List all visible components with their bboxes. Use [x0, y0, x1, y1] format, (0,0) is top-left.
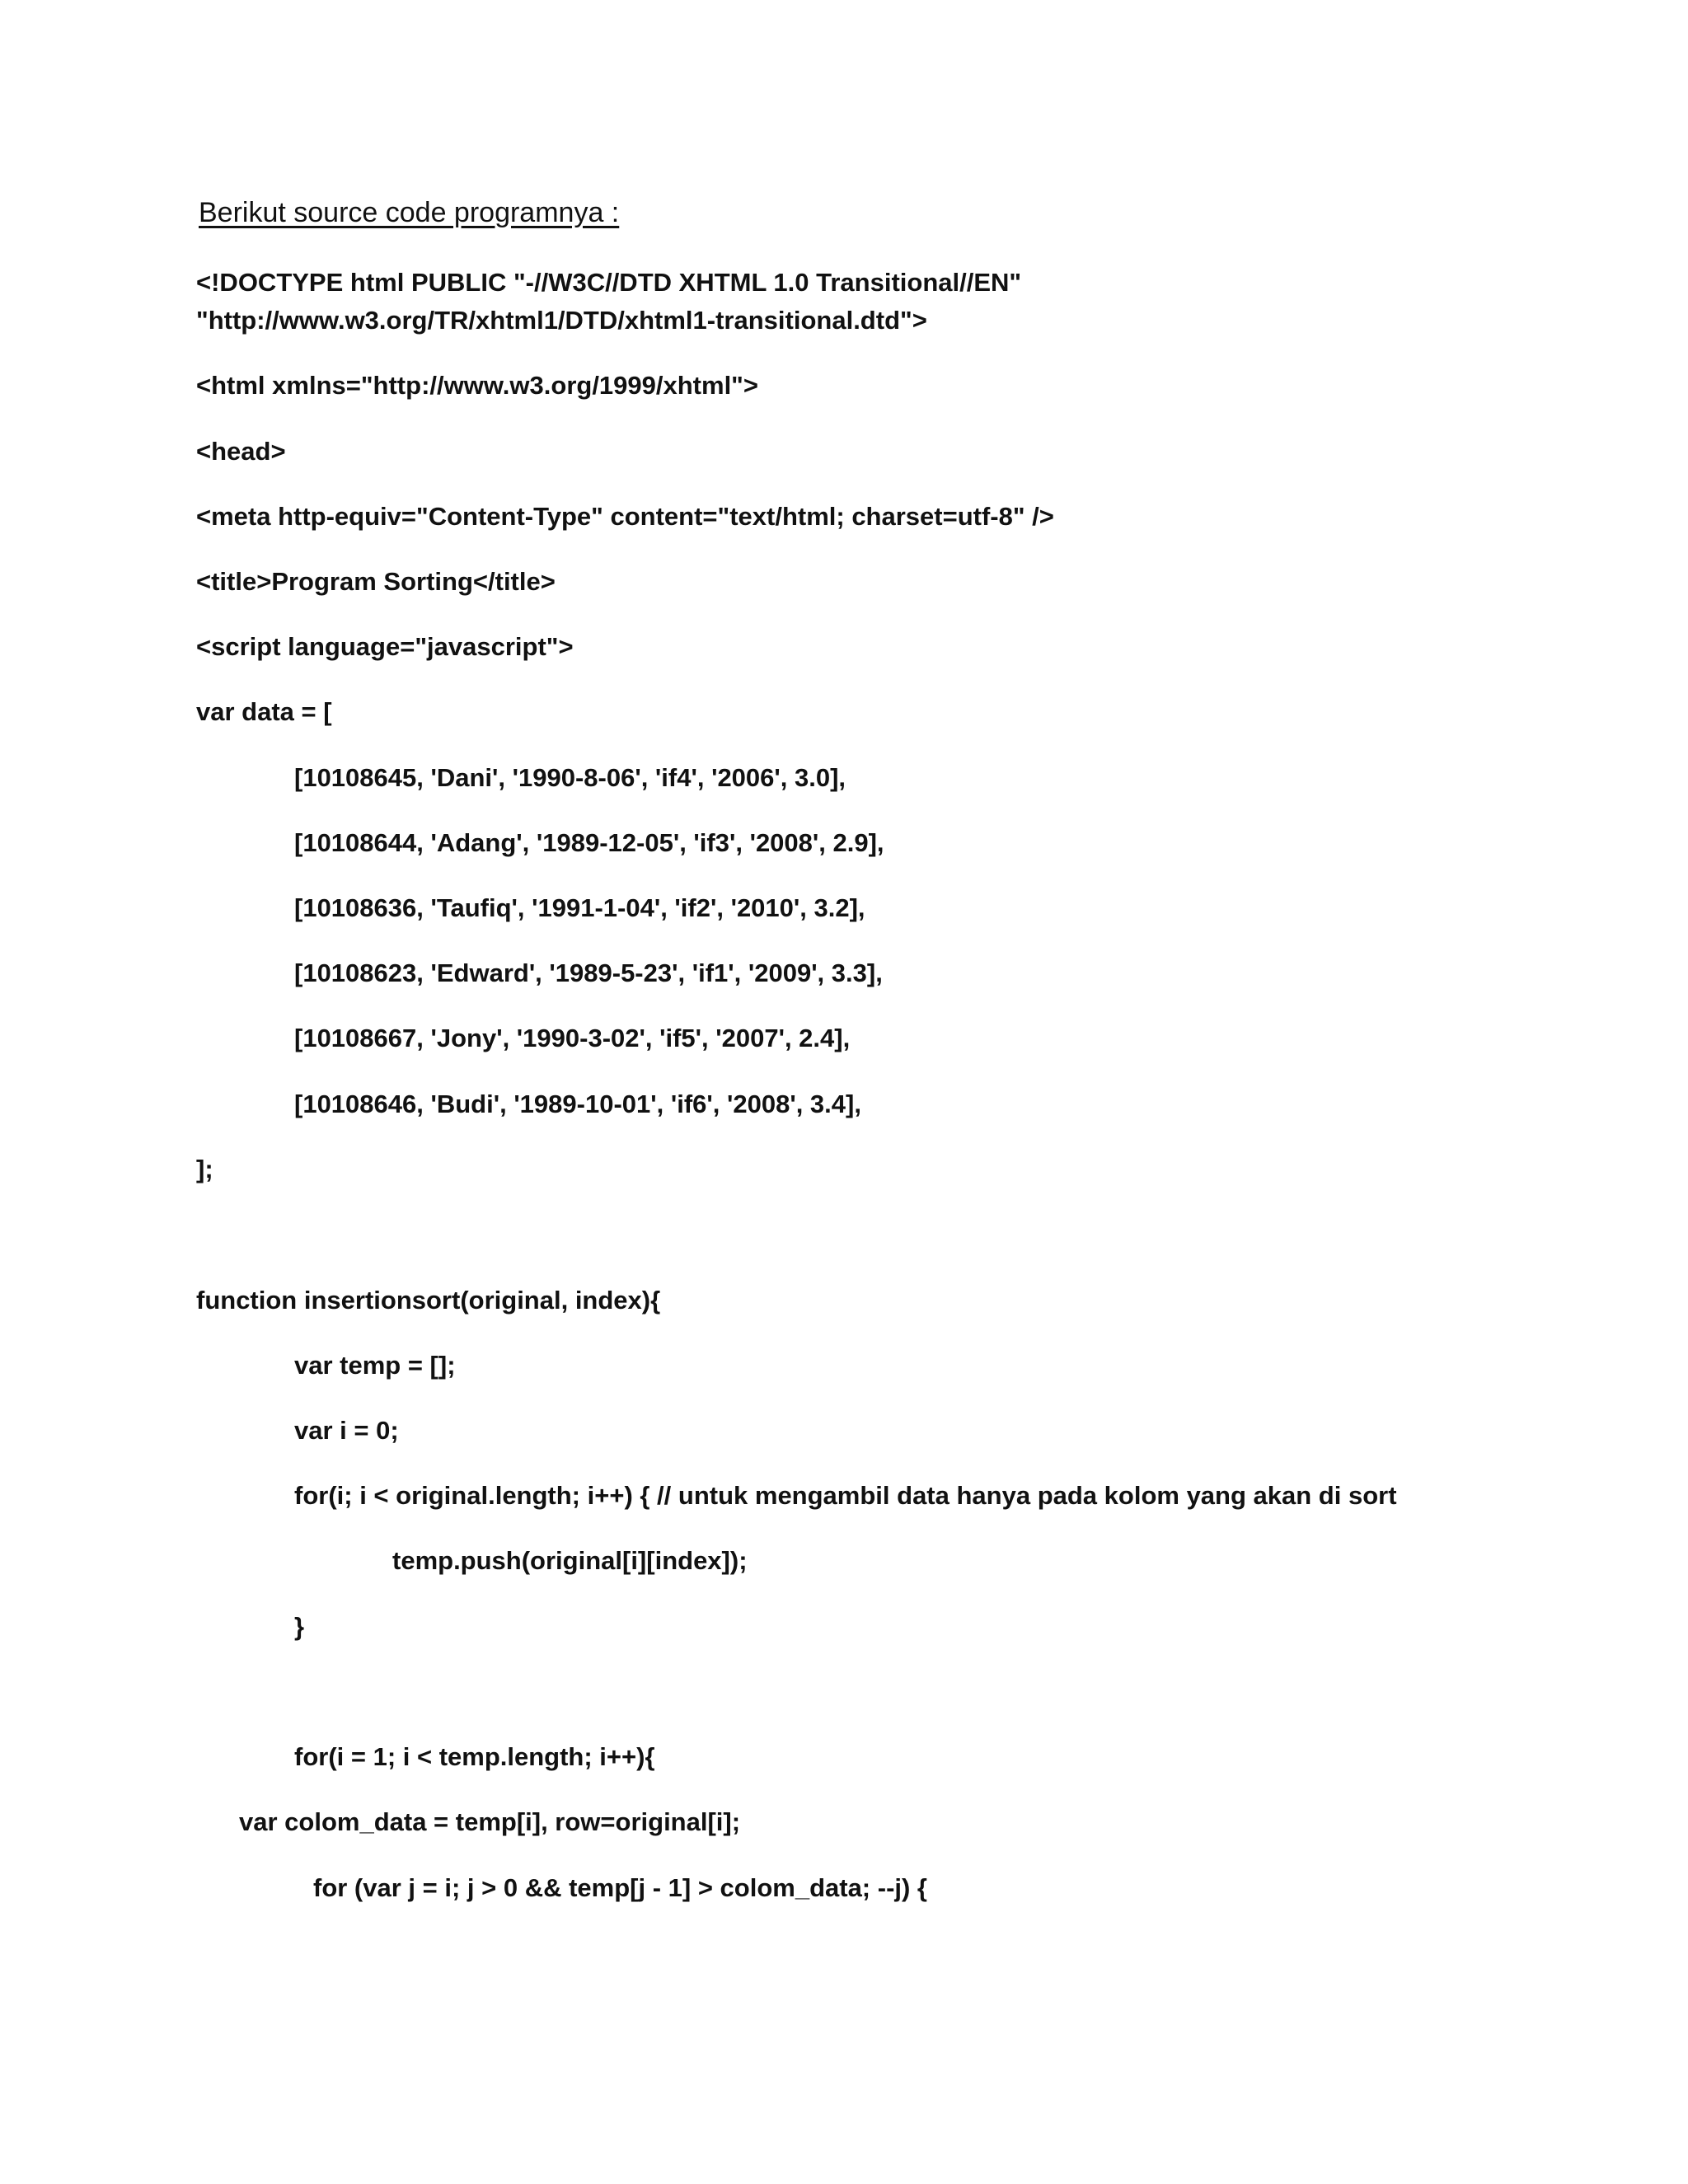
code-line: function insertionsort(original, index){ — [196, 1286, 661, 1315]
code-line: <html xmlns="http://www.w3.org/1999/xhtml"> — [196, 371, 758, 400]
code-line: <head> — [196, 437, 286, 466]
code-line: var colom_data = temp[i], row=original[i]; — [239, 1807, 741, 1836]
code-line: [10108636, 'Taufiq', '1991-1-04', 'if2', '2010', 3.2], — [294, 893, 865, 922]
code-line: [10108645, 'Dani', '1990-8-06', 'if4', '2006', 3.0], — [294, 763, 846, 792]
code-line: <script language="javascript"> — [196, 632, 574, 661]
code-line: [10108644, 'Adang', '1989-12-05', 'if3', '2008', 2.9], — [294, 828, 884, 857]
code-line: <!DOCTYPE html PUBLIC "-//W3C//DTD XHTML 1.0 Transitional//EN" — [196, 268, 1022, 297]
code-line: [10108646, 'Budi', '1989-10-01', 'if6', '2008', 3.4], — [294, 1090, 861, 1118]
code-line: <title>Program Sorting</title> — [196, 567, 556, 596]
code-line: [10108667, 'Jony', '1990-3-02', 'if5', '2007', 2.4], — [294, 1024, 851, 1052]
code-line: var data = [ — [196, 697, 332, 726]
code-line: <meta http-equiv="Content-Type" content="text/html; charset=utf-8" /> — [196, 502, 1054, 531]
code-line: var temp = []; — [294, 1351, 456, 1380]
code-line: var i = 0; — [294, 1416, 399, 1445]
code-line: } — [294, 1612, 305, 1641]
page-heading: Berikut source code programnya : — [199, 197, 620, 228]
code-line: ]; — [196, 1155, 213, 1183]
code-line: "http://www.w3.org/TR/xhtml1/DTD/xhtml1-transitional.dtd"> — [196, 306, 927, 335]
code-line: temp.push(original[i][index]); — [392, 1546, 748, 1575]
code-line: for(i = 1; i < temp.length; i++){ — [294, 1742, 655, 1771]
code-line: for (var j = i; j > 0 && temp[j - 1] > colom_data; --j) { — [313, 1873, 927, 1902]
code-line: for(i; i < original.length; i++) { // untuk mengambil data hanya pada kolom yang akan di sort — [294, 1481, 1397, 1510]
code-line: [10108623, 'Edward', '1989-5-23', 'if1', '2009', 3.3], — [294, 958, 883, 987]
